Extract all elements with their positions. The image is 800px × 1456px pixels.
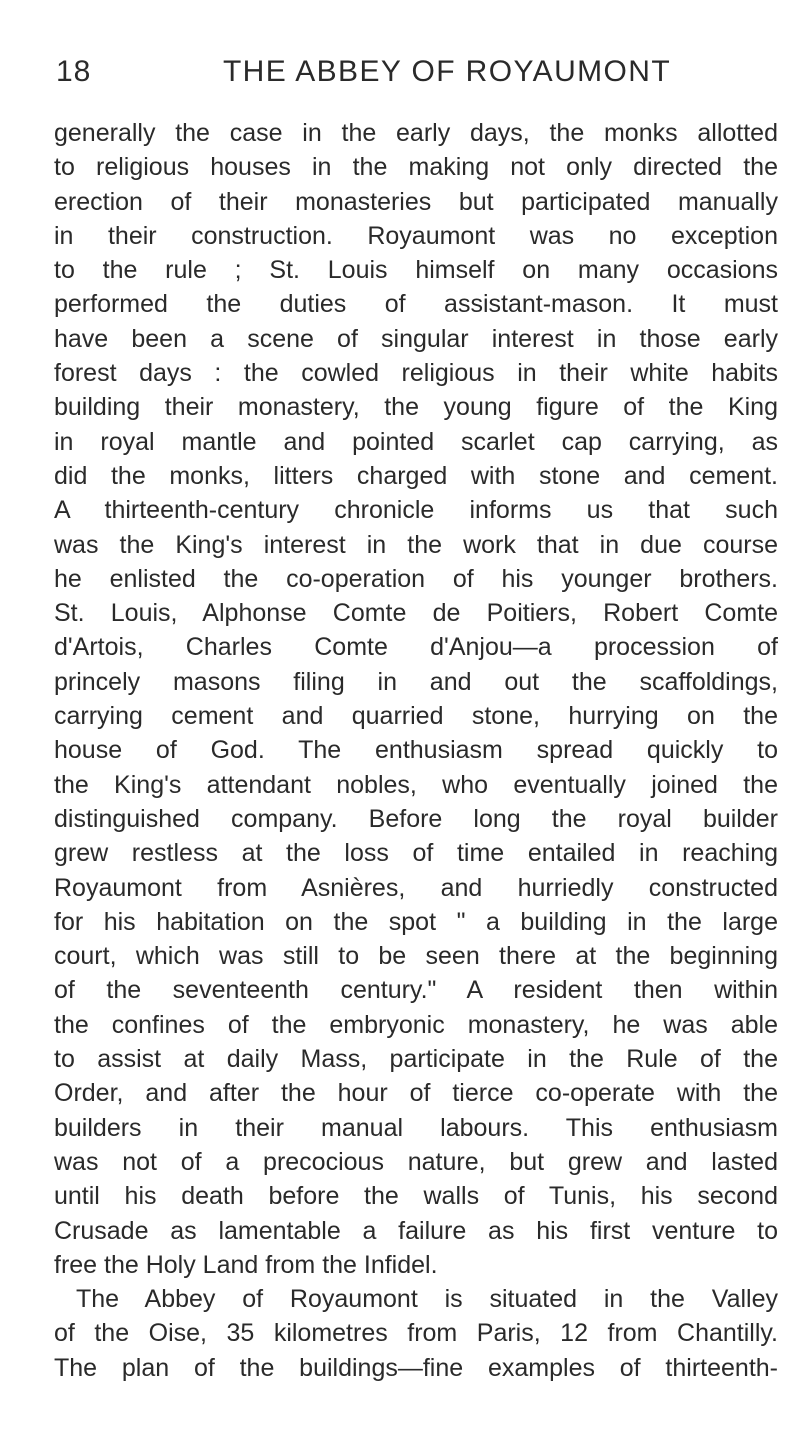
text-line: to the rule ; St. Louis himself on many occasions — [54, 256, 778, 285]
text-line: grew restless at the loss of time entailed in reaching — [54, 839, 778, 868]
text-line: forest days : the cowled religious in their white habits — [54, 359, 778, 388]
text-line: Order, and after the hour of tierce co-operate with the — [54, 1079, 778, 1108]
text-line: princely masons filing in and out the scaffoldings, — [54, 667, 778, 696]
text-line: have been a scene of singular interest in those early — [54, 324, 778, 353]
text-line: builders in their manual labours. This enthusiasm — [54, 1113, 778, 1142]
text-line: Crusade as lamentable a failure as his first venture to — [54, 1216, 778, 1245]
text-line: building their monastery, the young figure of the King — [54, 393, 778, 422]
text-line: the King's attendant nobles, who eventually joined the — [54, 770, 778, 799]
paragraph-end-line: free the Holy Land from the Infidel. — [54, 1250, 438, 1279]
text-line: court, which was still to be seen there at the beginning — [54, 942, 778, 971]
page-number: 18 — [56, 55, 92, 88]
text-line: he enlisted the co-operation of his younger brothers. — [54, 564, 778, 593]
text-line: d'Artois, Charles Comte d'Anjou—a procession of — [54, 633, 778, 662]
text-line: was not of a precocious nature, but grew and lasted — [54, 1147, 778, 1176]
text-line: in royal mantle and pointed scarlet cap carrying, as — [54, 427, 778, 456]
text-line: house of God. The enthusiasm spread quickly to — [54, 736, 778, 765]
text-line: the confines of the embryonic monastery, he was able — [54, 1010, 778, 1039]
chapter-title: THE ABBEY OF ROYAUMONT — [222, 55, 672, 88]
text-line: generally the case in the early days, the monks allotted — [54, 119, 778, 147]
body-text — [54, 116, 778, 1385]
text-line: The plan of the buildings—fine examples of thirteenth- — [54, 1353, 778, 1382]
text-line: of the Oise, 35 kilometres from Paris, 12 from Chantilly. — [54, 1319, 778, 1348]
text-line: was the King's interest in the work that in due course — [54, 530, 778, 559]
text-line: carrying cement and quarried stone, hurrying on the — [54, 702, 778, 731]
running-head — [56, 50, 774, 94]
text-line: did the monks, litters charged with stone and cement. — [54, 461, 778, 490]
text-line: to assist at daily Mass, participate in the Rule of the — [54, 1045, 778, 1074]
text-line: distinguished company. Before long the royal builder — [54, 804, 778, 833]
text-line: A thirteenth-century chronicle informs us that such — [54, 496, 778, 525]
text-line: St. Louis, Alphonse Comte de Poitiers, Robert Comte — [54, 599, 778, 628]
text-line: erection of their monasteries but participated manually — [54, 187, 778, 216]
text-line: of the seventeenth century." A resident then within — [54, 976, 778, 1005]
text-line: Royaumont from Asnières, and hurriedly constructed — [54, 873, 778, 902]
text-line: performed the duties of assistant-mason. It must — [54, 290, 778, 319]
paragraph-start-line: The Abbey of Royaumont is situated in the Valley — [76, 1285, 778, 1314]
text-line: in their construction. Royaumont was no exception — [54, 221, 778, 250]
text-line: for his habitation on the spot " a building in the large — [54, 907, 778, 936]
text-line: to religious houses in the making not only directed the — [54, 153, 778, 182]
text-line: until his death before the walls of Tunis, his second — [54, 1182, 778, 1211]
